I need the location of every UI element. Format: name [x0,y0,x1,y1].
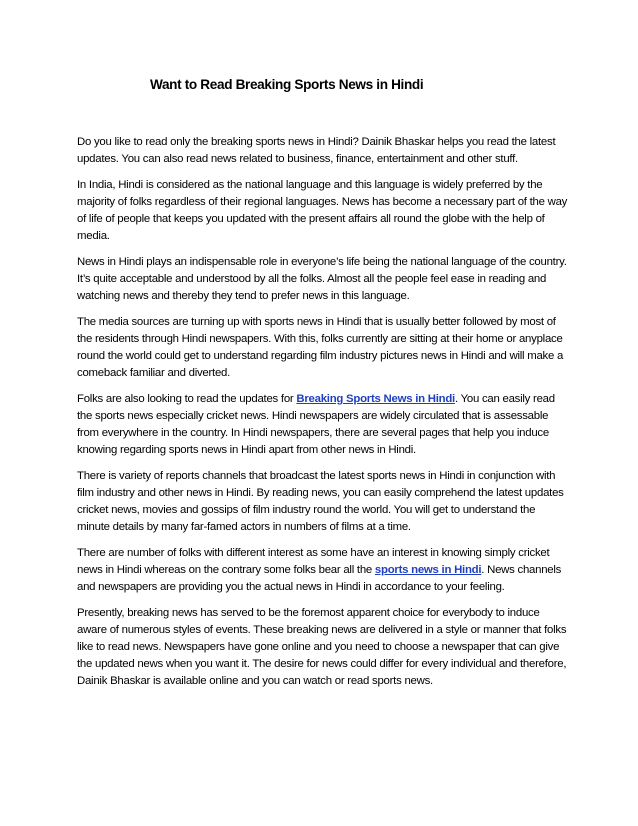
document-title: Want to Read Breaking Sports News in Hindi [150,77,424,92]
paragraph-intro: Do you like to read only the breaking sports news in Hindi? Dainik Bhaskar helps you read the latest updates. You can also read news related to business, finance, entertainment and other stuff. [77,136,556,165]
paragraph-interests [77,545,569,596]
paragraph-reports-channels: There is variety of reports channels that broadcast the latest sports news in Hindi in conjunction with film industry and other news in Hindi. By reading news, you can easily comprehend the latest updates cricket news, movies and gossips of film industry round the world. You will get to understand the minute details by many far-famed actors in numbers of films at a time. [77,470,564,533]
document-body [77,134,569,699]
paragraph-indispensable-role: News in Hindi plays an indispensable role in everyone’s life being the national language of the country. It’s quite acceptable and understood by all the folks. Almost all the people feel ease in reading and watching news and thereby they tend to prefer news in this language. [77,256,567,302]
paragraph-media-sources: The media sources are turning up with sports news in Hindi that is usually better followed by most of the residents through Hindi newspapers. With this, folks currently are sitting at their home or anyplace round the world could get to understand regarding film industry pictures news in Hindi and will make a comeback familiar and diverted. [77,316,564,379]
breaking-sports-news-link[interactable]: Breaking Sports News in Hindi [296,393,455,405]
paragraph-interests-text-start: There are number of folks with different interest as some have an interest in knowing simply cricket news in Hindi whereas on the contrary some folks bear all the [77,547,550,576]
paragraph-updates [77,391,569,459]
paragraph-interests-text-end: . News channels and newspapers are providing you the actual news in Hindi in accordance to your feeling. [77,564,562,593]
paragraph-updates-text-end: . You can easily read the sports news especially cricket news. Hindi newspapers are widely circulated that is assessable from everywhere in the country. In Hindi newspapers, there are several pages that help you induce knowing regarding sports news in Hindi apart from other news in Hindi. [77,393,555,456]
paragraph-national-language: In India, Hindi is considered as the national language and this language is widely preferred by the majority of folks regardless of their regional languages. News has become a necessary part of the way of life of people that keeps you updated with the present affairs all round the globe with the help of media. [77,179,568,242]
paragraph-updates-text-start: Folks are also looking to read the updates for [77,393,297,405]
sports-news-link[interactable]: sports news in Hindi [374,564,482,576]
paragraph-presently: Presently, breaking news has served to be the foremost apparent choice for everybody to induce aware of numerous styles of events. These breaking news are delivered in a style or manner that folks like to read news. Newspapers have gone online and you need to choose a newspaper that can give the updated news when you want it. The desire for news could differ for every individual and therefore, Dainik Bhaskar is available online and you can watch or read sports news. [77,607,567,687]
